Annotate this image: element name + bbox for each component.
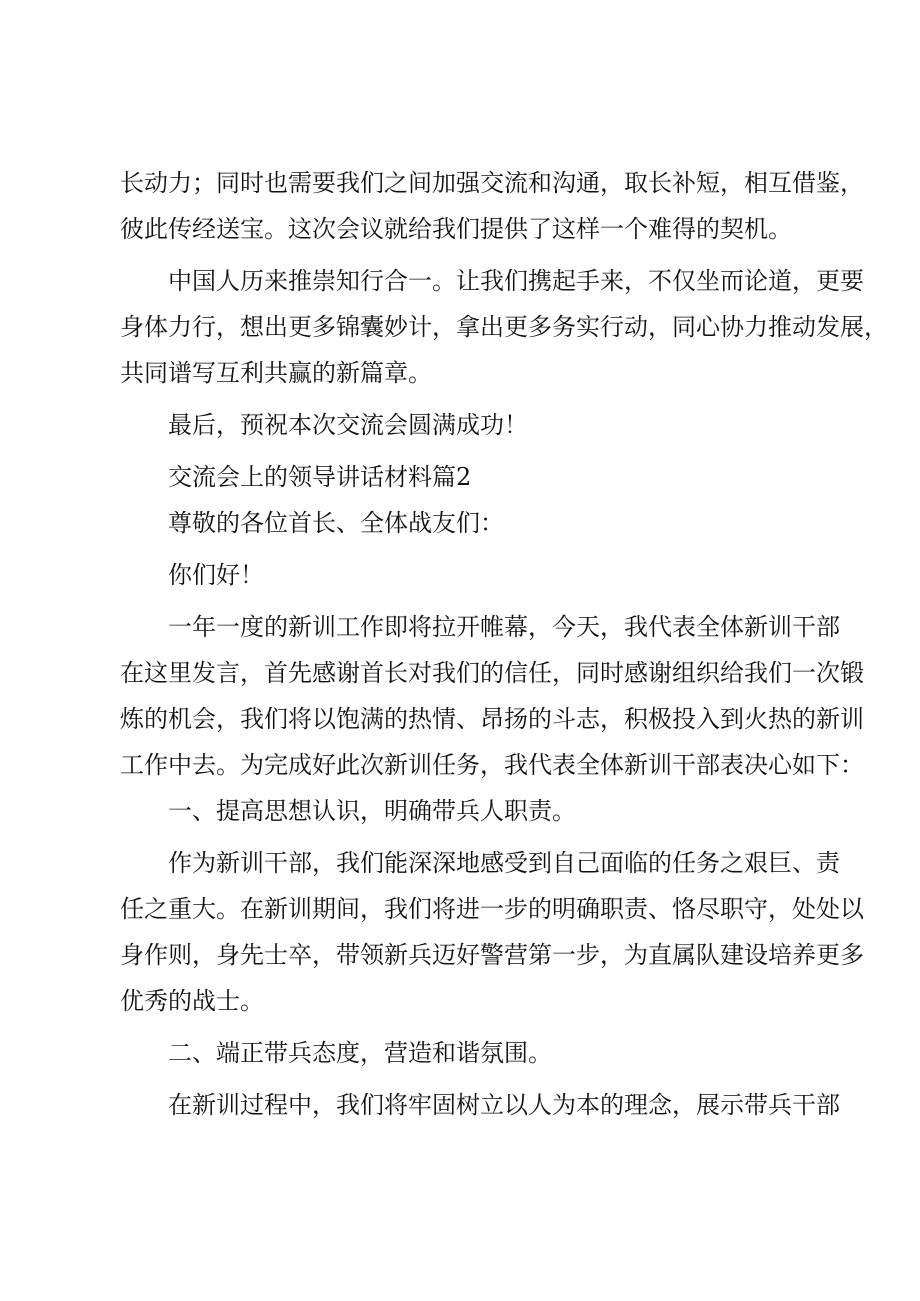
text-line: 工作中去。为完成好此次新训任务，我代表全体新训干部表决心如下： xyxy=(120,751,864,779)
text-line: 在这里发言，首先感谢首长对我们的信任，同时感谢组织给我们一次锻 xyxy=(120,659,864,687)
text-line: 在新训过程中，我们将牢固树立以人为本的理念，展示带兵干部 xyxy=(168,1091,840,1119)
text-line: 最后，预祝本次交流会圆满成功！ xyxy=(168,411,528,439)
text-line: 炼的机会，我们将以饱满的热情、昂扬的斗志，积极投入到火热的新训 xyxy=(120,705,864,733)
paragraph-intro xyxy=(120,604,864,788)
text-line: 一年一度的新训工作即将拉开帷幕，今天，我代表全体新训干部 xyxy=(168,613,840,641)
text-line: 你们好！ xyxy=(168,561,264,589)
point-two-heading xyxy=(120,1030,830,1076)
text-line: 共同谱写互利共赢的新篇章。 xyxy=(120,359,432,387)
document-body xyxy=(120,160,888,1128)
salutation xyxy=(120,500,830,546)
paragraph-point-two xyxy=(120,1082,840,1128)
text-line: 一、提高思想认识，明确带兵人职责。 xyxy=(168,797,576,825)
text-line: 任之重大。在新训期间，我们将进一步的明确职责、恪尽职守，处处以 xyxy=(120,895,864,923)
paragraph-point-one xyxy=(120,840,864,1024)
greeting xyxy=(120,552,830,598)
text-line: 二、端正带兵态度，营造和谐氛围。 xyxy=(168,1039,552,1067)
text-line: 彼此传经送宝。这次会议就给我们提供了这样一个难得的契机。 xyxy=(120,215,792,243)
paragraph-2 xyxy=(120,258,888,396)
paragraph-1 xyxy=(120,160,864,252)
text-line: 尊敬的各位首长、全体战友们： xyxy=(168,509,504,537)
text-line: 长动力；同时也需要我们之间加强交流和沟通，取长补短，相互借鉴， xyxy=(120,169,864,197)
text-line: 中国人历来推崇知行合一。让我们携起手来，不仅坐而论道，更要 xyxy=(168,267,864,295)
point-one-heading xyxy=(120,788,830,834)
section-heading xyxy=(120,454,830,500)
paragraph-closing-wish xyxy=(120,402,830,448)
text-line: 作为新训干部，我们能深深地感受到自己面临的任务之艰巨、责 xyxy=(168,849,840,877)
text-line: 身作则，身先士卒，带领新兵迈好警营第一步，为直属队建设培养更多 xyxy=(120,941,864,969)
text-line: 身体力行，想出更多锦囊妙计，拿出更多务实行动，同心协力推动发展， xyxy=(120,313,888,341)
text-line: 优秀的战士。 xyxy=(120,987,264,1015)
heading-line: 交流会上的领导讲话材料篇2 xyxy=(168,463,472,491)
